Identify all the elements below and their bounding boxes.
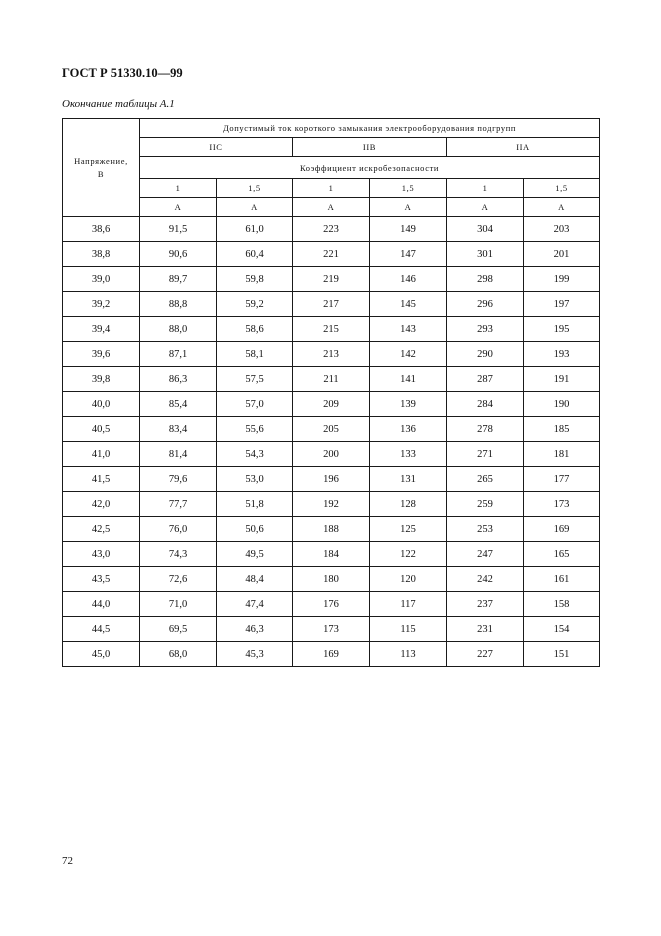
current-cell: 51,8	[217, 492, 293, 517]
current-cell: 265	[447, 467, 524, 492]
voltage-cell: 44,0	[63, 592, 140, 617]
current-cell: 177	[524, 467, 600, 492]
current-cell: 290	[447, 342, 524, 367]
current-cell: 173	[524, 492, 600, 517]
current-cell: 154	[524, 617, 600, 642]
table-caption: Окончание таблицы А.1	[62, 98, 175, 110]
voltage-cell: 44,5	[63, 617, 140, 642]
voltage-cell: 41,0	[63, 442, 140, 467]
current-cell: 59,2	[217, 292, 293, 317]
current-cell: 85,4	[140, 392, 217, 417]
current-cell: 54,3	[217, 442, 293, 467]
current-cell: 83,4	[140, 417, 217, 442]
current-cell: 145	[370, 292, 447, 317]
current-cell: 133	[370, 442, 447, 467]
coef-cell: 1	[140, 179, 217, 198]
voltage-cell: 39,2	[63, 292, 140, 317]
current-cell: 49,5	[217, 542, 293, 567]
current-cell: 45,3	[217, 642, 293, 667]
current-cell: 117	[370, 592, 447, 617]
voltage-header	[63, 119, 140, 217]
voltage-cell: 38,8	[63, 242, 140, 267]
unit-cell: А	[140, 198, 217, 217]
current-cell: 215	[293, 317, 370, 342]
current-cell: 122	[370, 542, 447, 567]
current-cell: 72,6	[140, 567, 217, 592]
coef-cell: 1	[447, 179, 524, 198]
current-cell: 169	[293, 642, 370, 667]
current-cell: 71,0	[140, 592, 217, 617]
unit-cell: А	[217, 198, 293, 217]
current-cell: 284	[447, 392, 524, 417]
current-cell: 237	[447, 592, 524, 617]
current-cell: 81,4	[140, 442, 217, 467]
current-cell: 197	[524, 292, 600, 317]
current-cell: 185	[524, 417, 600, 442]
current-cell: 48,4	[217, 567, 293, 592]
main-header: Допустимый ток короткого замыкания электрооборудования подгрупп	[140, 119, 600, 138]
current-cell: 209	[293, 392, 370, 417]
current-cell: 113	[370, 642, 447, 667]
current-table	[62, 118, 600, 667]
current-cell: 88,0	[140, 317, 217, 342]
table-row	[63, 467, 600, 492]
voltage-cell: 40,5	[63, 417, 140, 442]
voltage-cell: 39,6	[63, 342, 140, 367]
current-cell: 296	[447, 292, 524, 317]
current-cell: 304	[447, 217, 524, 242]
voltage-cell: 40,0	[63, 392, 140, 417]
page-number: 72	[62, 855, 73, 867]
current-cell: 57,0	[217, 392, 293, 417]
current-cell: 68,0	[140, 642, 217, 667]
current-cell: 176	[293, 592, 370, 617]
current-cell: 287	[447, 367, 524, 392]
current-cell: 128	[370, 492, 447, 517]
current-cell: 203	[524, 217, 600, 242]
current-cell: 147	[370, 242, 447, 267]
current-cell: 201	[524, 242, 600, 267]
table-row	[63, 342, 600, 367]
table-row	[63, 392, 600, 417]
current-cell: 136	[370, 417, 447, 442]
current-cell: 57,5	[217, 367, 293, 392]
voltage-cell: 38,6	[63, 217, 140, 242]
current-cell: 200	[293, 442, 370, 467]
current-cell: 58,1	[217, 342, 293, 367]
table-row	[63, 442, 600, 467]
current-cell: 74,3	[140, 542, 217, 567]
group-header-iib: IIB	[293, 138, 447, 157]
current-cell: 161	[524, 567, 600, 592]
current-cell: 184	[293, 542, 370, 567]
unit-cell: А	[524, 198, 600, 217]
current-cell: 298	[447, 267, 524, 292]
current-cell: 89,7	[140, 267, 217, 292]
voltage-header-line2: В	[97, 168, 105, 179]
table-row	[63, 492, 600, 517]
current-cell: 59,8	[217, 267, 293, 292]
voltage-header-line1: Напряжение,	[74, 155, 128, 166]
current-cell: 58,6	[217, 317, 293, 342]
current-cell: 46,3	[217, 617, 293, 642]
current-cell: 221	[293, 242, 370, 267]
document-header: ГОСТ Р 51330.10—99	[62, 66, 183, 80]
current-cell: 158	[524, 592, 600, 617]
current-cell: 196	[293, 467, 370, 492]
coef-cell: 1,5	[370, 179, 447, 198]
current-cell: 169	[524, 517, 600, 542]
current-cell: 141	[370, 367, 447, 392]
table-row	[63, 642, 600, 667]
voltage-cell: 39,8	[63, 367, 140, 392]
current-cell: 142	[370, 342, 447, 367]
current-cell: 120	[370, 567, 447, 592]
voltage-cell: 42,0	[63, 492, 140, 517]
current-cell: 217	[293, 292, 370, 317]
current-cell: 143	[370, 317, 447, 342]
current-cell: 125	[370, 517, 447, 542]
current-cell: 259	[447, 492, 524, 517]
coef-cell: 1,5	[217, 179, 293, 198]
current-cell: 76,0	[140, 517, 217, 542]
group-header-iic: IIC	[140, 138, 293, 157]
unit-cell: А	[370, 198, 447, 217]
current-cell: 60,4	[217, 242, 293, 267]
table-row	[63, 567, 600, 592]
current-cell: 191	[524, 367, 600, 392]
table-row	[63, 517, 600, 542]
current-cell: 91,5	[140, 217, 217, 242]
current-cell: 195	[524, 317, 600, 342]
current-cell: 271	[447, 442, 524, 467]
voltage-cell: 43,0	[63, 542, 140, 567]
voltage-cell: 43,5	[63, 567, 140, 592]
current-cell: 87,1	[140, 342, 217, 367]
table-row	[63, 292, 600, 317]
current-cell: 151	[524, 642, 600, 667]
table-row	[63, 617, 600, 642]
current-cell: 53,0	[217, 467, 293, 492]
current-cell: 180	[293, 567, 370, 592]
current-cell: 90,6	[140, 242, 217, 267]
table-row	[63, 592, 600, 617]
current-cell: 55,6	[217, 417, 293, 442]
current-cell: 231	[447, 617, 524, 642]
current-cell: 301	[447, 242, 524, 267]
current-cell: 192	[293, 492, 370, 517]
current-cell: 219	[293, 267, 370, 292]
current-cell: 131	[370, 467, 447, 492]
current-cell: 165	[524, 542, 600, 567]
table-row	[63, 367, 600, 392]
table-row	[63, 217, 600, 242]
current-cell: 193	[524, 342, 600, 367]
voltage-cell: 45,0	[63, 642, 140, 667]
current-cell: 181	[524, 442, 600, 467]
current-cell: 69,5	[140, 617, 217, 642]
current-cell: 293	[447, 317, 524, 342]
current-cell: 190	[524, 392, 600, 417]
current-cell: 253	[447, 517, 524, 542]
current-cell: 61,0	[217, 217, 293, 242]
current-cell: 211	[293, 367, 370, 392]
unit-cell: А	[447, 198, 524, 217]
current-cell: 213	[293, 342, 370, 367]
current-cell: 139	[370, 392, 447, 417]
current-cell: 188	[293, 517, 370, 542]
table-row	[63, 542, 600, 567]
current-cell: 77,7	[140, 492, 217, 517]
unit-cell: А	[293, 198, 370, 217]
voltage-cell: 39,4	[63, 317, 140, 342]
voltage-cell: 41,5	[63, 467, 140, 492]
current-cell: 205	[293, 417, 370, 442]
current-cell: 242	[447, 567, 524, 592]
voltage-cell: 42,5	[63, 517, 140, 542]
current-cell: 173	[293, 617, 370, 642]
current-cell: 115	[370, 617, 447, 642]
current-cell: 88,8	[140, 292, 217, 317]
current-cell: 223	[293, 217, 370, 242]
table-row	[63, 317, 600, 342]
current-cell: 79,6	[140, 467, 217, 492]
current-cell: 227	[447, 642, 524, 667]
current-cell: 247	[447, 542, 524, 567]
coef-cell: 1	[293, 179, 370, 198]
table-row	[63, 267, 600, 292]
coef-header: Коэффициент искробезопасности	[140, 157, 600, 179]
table-row	[63, 417, 600, 442]
voltage-cell: 39,0	[63, 267, 140, 292]
current-cell: 146	[370, 267, 447, 292]
table-row	[63, 242, 600, 267]
current-cell: 149	[370, 217, 447, 242]
current-cell: 278	[447, 417, 524, 442]
coef-cell: 1,5	[524, 179, 600, 198]
current-cell: 47,4	[217, 592, 293, 617]
group-header-iia: IIA	[447, 138, 600, 157]
current-cell: 50,6	[217, 517, 293, 542]
current-cell: 199	[524, 267, 600, 292]
current-cell: 86,3	[140, 367, 217, 392]
